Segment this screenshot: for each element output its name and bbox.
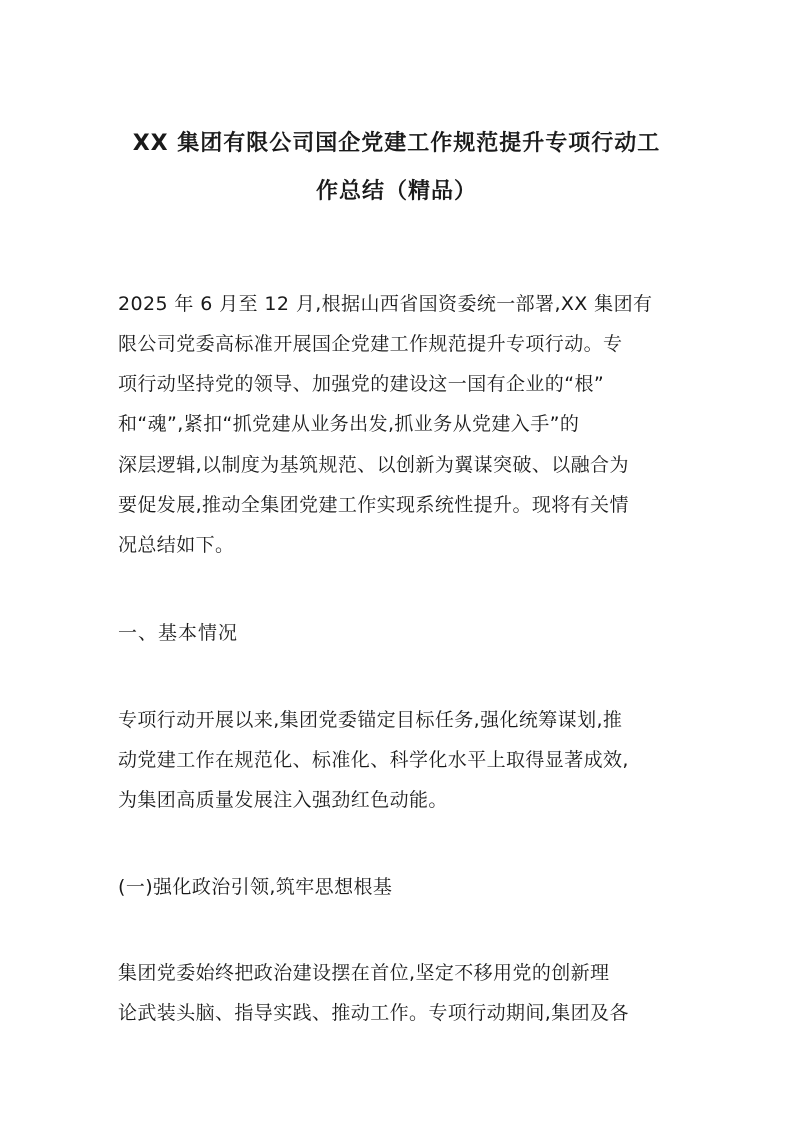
intro-line-3: 项行动坚持党的领导、加强党的建设这一国有企业的“根”: [118, 373, 605, 395]
section-1-line-3: 为集团高质量发展注入强劲红色动能。: [118, 789, 448, 811]
section-1-line-1: 专项行动开展以来,集团党委锚定目标任务,强化统筹谋划,推: [118, 709, 623, 731]
intro-line-6: 要促发展,推动全集团党建工作实现系统性提升。现将有关情: [118, 494, 629, 516]
document-title-line-1: XX 集团有限公司国企党建工作规范提升专项行动工: [132, 131, 661, 156]
intro-line-1: 2025 年 6 月至 12 月,根据山西省国资委统一部署,XX 集团有: [118, 293, 653, 315]
document-title-line-2: 作总结（精品）: [315, 179, 477, 204]
section-1-heading: 一、基本情况: [118, 622, 239, 644]
section-1-line-2: 动党建工作在规范化、标准化、科学化水平上取得显著成效,: [118, 749, 629, 771]
intro-line-4: 和“魂”,紧扣“抓党建从业务出发,抓业务从党建入手”的: [118, 413, 580, 435]
intro-line-5: 深层逻辑,以制度为基筑规范、以创新为翼谋突破、以融合为: [118, 454, 629, 476]
intro-line-7: 况总结如下。: [118, 534, 235, 556]
subsection-1-heading: (一)强化政治引领,筑牢思想根基: [118, 876, 393, 898]
subsection-1-line-2: 论武装头脑、指导实践、推动工作。专项行动期间,集团及各: [118, 1002, 629, 1024]
subsection-1-line-1: 集团党委始终把政治建设摆在首位,坚定不移用党的创新理: [118, 962, 610, 984]
intro-line-2: 限公司党委高标准开展国企党建工作规范提升专项行动。专: [118, 333, 623, 355]
